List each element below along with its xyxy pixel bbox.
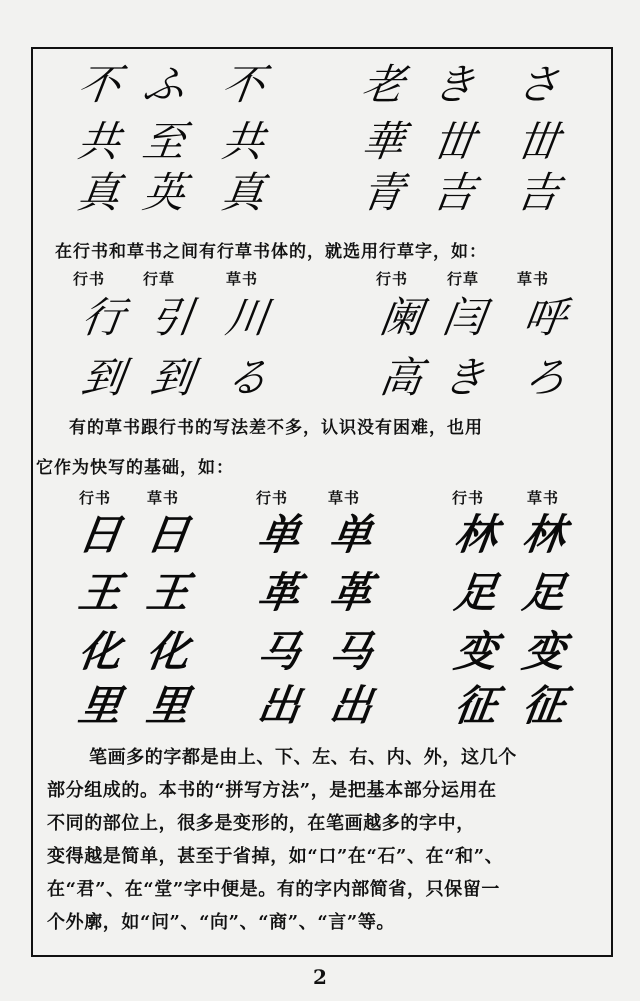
calligraphy-glyph: 英 [139, 168, 189, 217]
script-type-label: 行书 [256, 489, 289, 507]
calligraphy-glyph: る [222, 353, 272, 402]
script-type-label: 行书 [73, 270, 106, 288]
calligraphy-glyph: 日 [143, 510, 193, 559]
calligraphy-glyph: 川 [222, 293, 272, 342]
calligraphy-glyph: 马 [326, 627, 376, 676]
calligraphy-glyph: 華 [358, 117, 408, 166]
calligraphy-glyph: 丗 [429, 117, 479, 166]
calligraphy-glyph: 高 [376, 353, 426, 402]
paragraph-caoshu-line2: 它作为快写的基础，如： [36, 458, 234, 478]
script-type-label: 草书 [147, 489, 180, 507]
calligraphy-glyph: 足 [451, 568, 501, 617]
calligraphy-glyph: き [429, 60, 479, 109]
calligraphy-glyph: 到 [147, 353, 197, 402]
calligraphy-glyph: 足 [519, 568, 569, 617]
script-type-label: 行书 [376, 270, 409, 288]
calligraphy-glyph: 青 [358, 168, 408, 217]
calligraphy-glyph: さ [513, 60, 563, 109]
calligraphy-glyph: 呼 [520, 293, 570, 342]
script-type-label: 草书 [328, 489, 361, 507]
calligraphy-glyph: 变 [519, 627, 569, 676]
calligraphy-glyph: 里 [75, 681, 125, 730]
script-type-label: 草书 [226, 270, 259, 288]
script-type-label: 行书 [452, 489, 485, 507]
calligraphy-glyph: 出 [254, 681, 304, 730]
page-number: 2 [313, 965, 327, 989]
calligraphy-glyph: 吉 [513, 168, 563, 217]
calligraphy-glyph: 共 [218, 117, 268, 166]
body-line: 变得越是简单，甚至于省掉，如“口”在“石”、在“和”、 [47, 846, 504, 867]
calligraphy-glyph: 真 [74, 168, 124, 217]
script-type-label: 草书 [517, 270, 550, 288]
calligraphy-glyph: 共 [74, 117, 124, 166]
paragraph-caoshu-line1: 有的草书跟行书的写法差不多，认识没有困难，也用 [69, 418, 483, 438]
calligraphy-glyph: 化 [143, 627, 193, 676]
calligraphy-glyph: ろ [520, 353, 570, 402]
calligraphy-glyph: 到 [78, 353, 128, 402]
calligraphy-glyph: 引 [147, 293, 197, 342]
calligraphy-glyph: 丗 [513, 117, 563, 166]
calligraphy-glyph: 马 [254, 627, 304, 676]
calligraphy-glyph: 林 [451, 510, 501, 559]
body-line: 不同的部位上，很多是变形的，在笔画越多的字中， [47, 813, 475, 834]
calligraphy-glyph: 行 [78, 293, 128, 342]
calligraphy-glyph: 阑 [376, 293, 426, 342]
body-line: 笔画多的字都是由上、下、左、右、内、外，这几个 [89, 747, 517, 768]
calligraphy-glyph: 闫 [439, 293, 489, 342]
calligraphy-glyph: 单 [326, 510, 376, 559]
calligraphy-glyph: 不 [74, 60, 124, 109]
calligraphy-glyph: 至 [139, 117, 189, 166]
body-line: 在“君”、在“堂”字中便是。有的字内部简省，只保留一 [47, 879, 501, 900]
body-line: 个外廓，如“问”、“向”、“商”、“言”等。 [47, 912, 396, 933]
calligraphy-glyph: 不 [218, 60, 268, 109]
calligraphy-glyph: 变 [451, 627, 501, 676]
calligraphy-glyph: 革 [326, 568, 376, 617]
paragraph-xingcao-intro: 在行书和草书之间有行草书体的，就选用行草字，如： [55, 242, 487, 262]
calligraphy-glyph: 真 [218, 168, 268, 217]
calligraphy-glyph: 单 [254, 510, 304, 559]
calligraphy-glyph: 王 [75, 568, 125, 617]
calligraphy-glyph: 出 [326, 681, 376, 730]
calligraphy-glyph: 化 [75, 627, 125, 676]
calligraphy-glyph: 吉 [429, 168, 479, 217]
script-type-label: 行书 [79, 489, 112, 507]
script-type-label: 行草 [143, 270, 176, 288]
calligraphy-glyph: 林 [519, 510, 569, 559]
calligraphy-glyph: 里 [143, 681, 193, 730]
calligraphy-glyph: 王 [143, 568, 193, 617]
body-line: 部分组成的。本书的“拼写方法”，是把基本部分运用在 [47, 780, 497, 801]
script-type-label: 草书 [527, 489, 560, 507]
script-type-label: 行草 [447, 270, 480, 288]
calligraphy-glyph: 革 [254, 568, 304, 617]
calligraphy-glyph: き [439, 353, 489, 402]
calligraphy-glyph: 日 [75, 510, 125, 559]
calligraphy-glyph: 征 [451, 681, 501, 730]
calligraphy-glyph: 征 [519, 681, 569, 730]
calligraphy-glyph: 老 [358, 60, 408, 109]
calligraphy-glyph: ふ [139, 60, 189, 109]
